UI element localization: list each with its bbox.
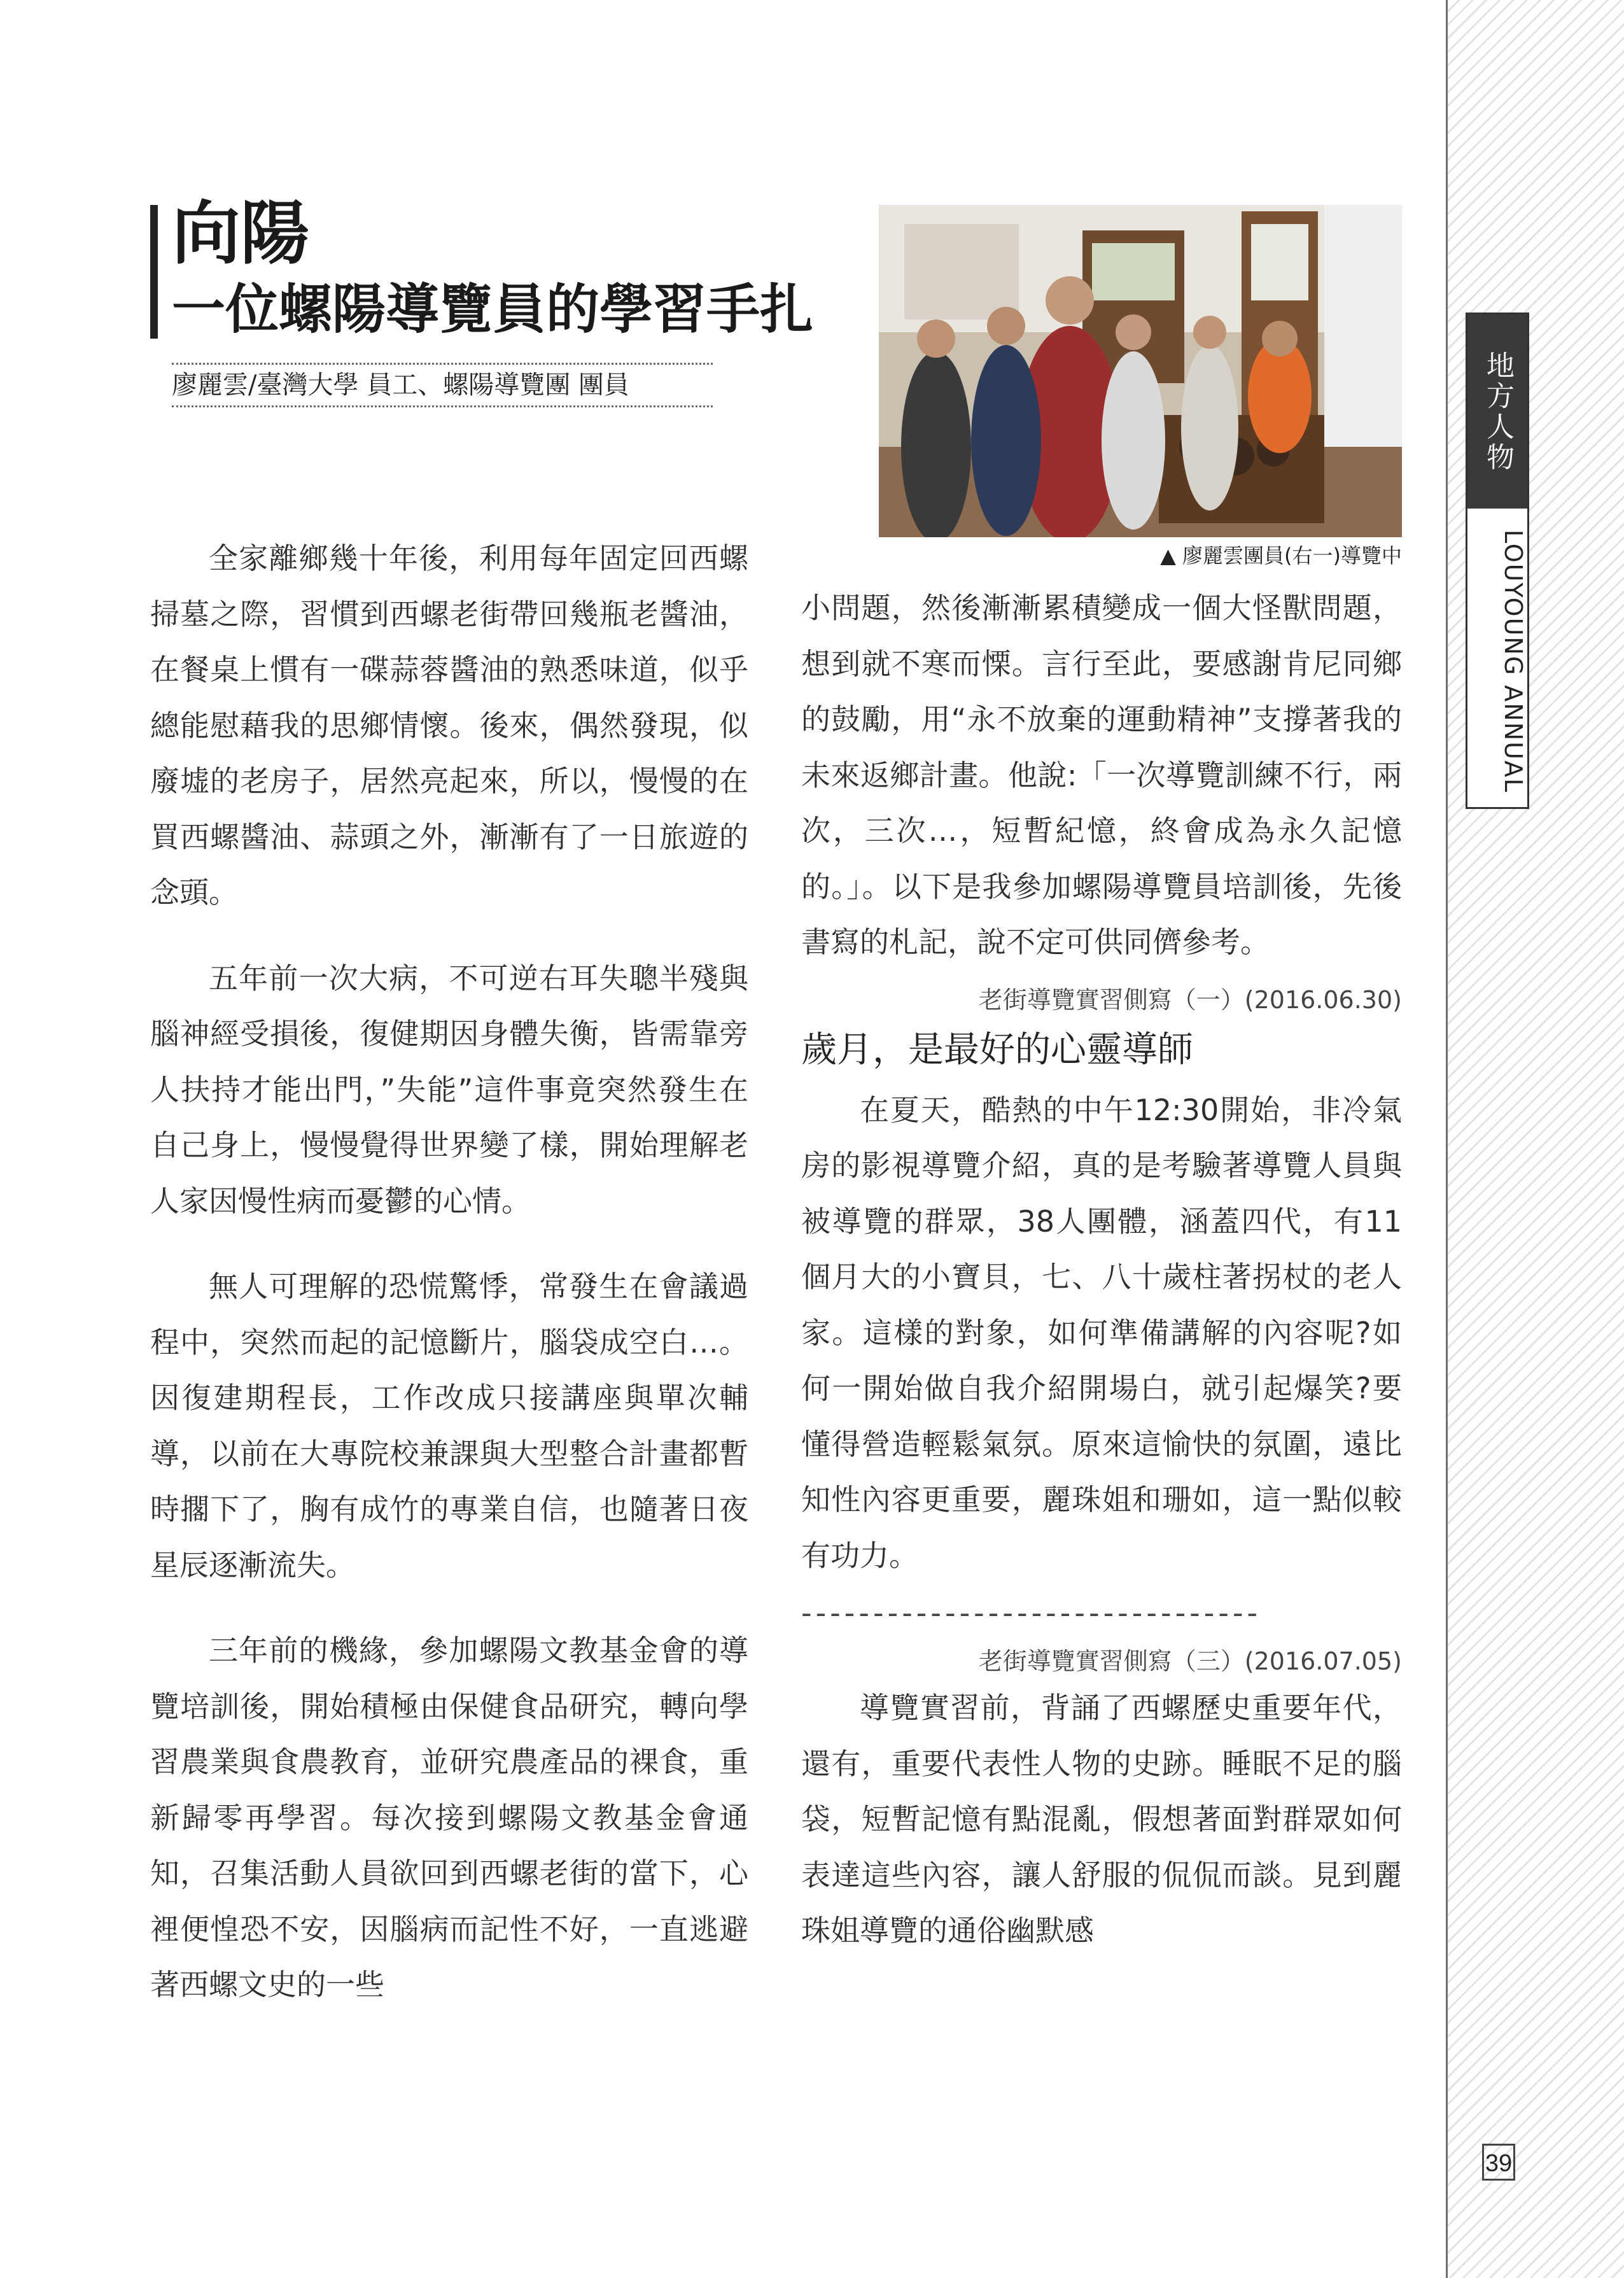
right-column	[801, 580, 1402, 1959]
section-divider: --------------------------------	[801, 1596, 1262, 1630]
title-accent-bar	[150, 205, 158, 339]
photo-illustration	[879, 205, 1402, 537]
section-date: 老街導覽實習側寫（一）(2016.06.30)	[978, 985, 1402, 1014]
left-column	[150, 531, 748, 2013]
paragraph: 三年前的機緣，參加螺陽文教基金會的導覽培訓後，開始積極由保健食品研究，轉向學習農業與食農教育，並研究農產品的裸食，重新歸零再學習。每次接到螺陽文教基金會通知，召集活動人員欲回到西螺老街的當下，心裡便惶恐不安，因腦病而記性不好，一直逃避著西螺文史的一些	[150, 1633, 748, 2002]
paragraph: 無人可理解的恐慌驚悸，常發生在會議過程中，突然而起的記憶斷片，腦袋成空白…。因復建期程長，工作改成只接講座與單次輔導，以前在大專院校兼課與大型整合計畫都暫時擱下了，胸有成竹的專業自信，也隨著日夜星辰逐漸流失。	[150, 1269, 748, 1582]
article-photo	[879, 205, 1402, 537]
section-heading: 歲月，是最好的心靈導師	[801, 1029, 1193, 1071]
paragraph: 導覽實習前，背誦了西螺歷史重要年代，還有，重要代表性人物的史跡。睡眠不足的腦袋，短暫記憶有點混亂，假想著面對群眾如何表達這些內容，讓人舒服的侃侃而談。見到麗珠姐導覽的通俗幽默感	[801, 1691, 1402, 1948]
paragraph: 小問題，然後漸漸累積變成一個大怪獸問題，想到就不寒而慄。言行至此，要感謝肯尼同鄉的鼓勵，用“永不放棄的運動精神”支撐著我的未來返鄉計畫。他說:「一次導覽訓練不行，兩次，三次…，短暫紀憶，終會成為永久記憶的。」。以下是我參加螺陽導覽員培訓後，先後書寫的札記，說不定可供同儕參考。	[801, 591, 1402, 959]
paragraph: 五年前一次大病，不可逆右耳失聰半殘與腦神經受損後，復健期因身體失衡，皆需靠旁人扶持才能出門，”失能”這件事竟突然發生在自己身上，慢慢覺得世界變了樣，開始理解老人家因慢性病而憂鬱的心情。	[150, 960, 748, 1218]
paragraph: 全家離鄉幾十年後，利用每年固定回西螺掃墓之際，習慣到西螺老街帶回幾瓶老醬油，在餐桌上慣有一碟蒜蓉醬油的熟悉味道，似乎總能慰藉我的思鄉情懷。後來，偶然發現，似廢墟的老房子，居然亮起來，所以，慢慢的在買西螺醬油、蒜頭之外，漸漸有了一日旅遊的念頭。	[150, 541, 748, 910]
page-subtitle: 一位螺陽導覽員的學習手扎	[172, 278, 814, 341]
annual-label: LOUYOUNG ANNUAL	[1499, 529, 1527, 794]
paragraph: 在夏天，酷熱的中午12:30開始，非冷氣房的影視導覽介紹，真的是考驗著導覽人員與被導覽的群眾，38人團體，涵蓋四代，有11個月大的小寶貝，七、八十歲柱著拐杖的老人家。這樣的對象，如何準備講解的內容呢?如何一開始做自我介紹開場白，就引起爆笑?要懂得營造輕鬆氣氛。原來這愉快的氛圍，遠比知性內容更重要，麗珠姐和珊如，這一點似較有功力。	[801, 1092, 1402, 1573]
sidebar-divider	[1446, 0, 1448, 2278]
section-tab	[1466, 313, 1529, 809]
page-number: 39	[1482, 2144, 1515, 2181]
page-title: 向陽	[172, 193, 310, 274]
section-category: 地方人物	[1467, 314, 1527, 509]
author-byline: 廖麗雲/臺灣大學 員工、螺陽導覽團 團員	[172, 363, 713, 407]
photo-caption: ▲ 廖麗雲團員(右一)導覽中	[1160, 544, 1402, 568]
section-date: 老街導覽實習側寫（三）(2016.07.05)	[978, 1647, 1402, 1675]
